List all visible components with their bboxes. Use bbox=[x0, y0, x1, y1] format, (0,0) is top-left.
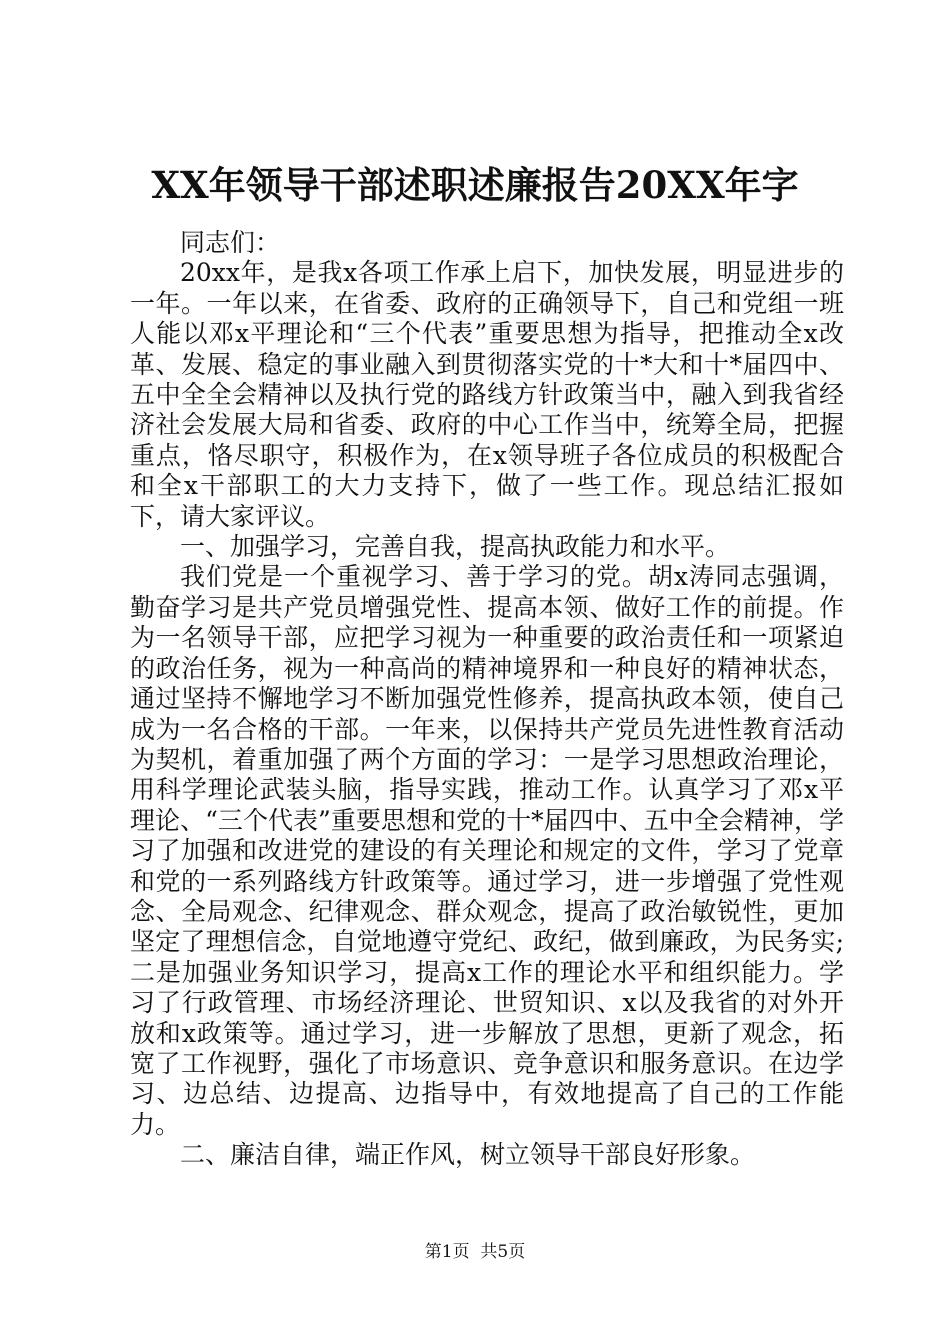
section-heading-2: 二、廉洁自律，端正作风，树立领导干部良好形象。 bbox=[180, 1140, 756, 1170]
paragraph-study: 我们党是一个重视学习、善于学习的党。胡x涛同志强调，勤奋学习是共产党员增强党性、提高本领、做好工作的前提。作为一名领导干部，应把学习视为一种重要的政治责任和一项紧迫的政治任务，视为一种高尚的精神境界和一种良好的精神状态，通过坚持不懈地学习不断加强党性修养，提高执政本领，使自己成为一名合格的干部。一年来，以保持共产党员先进性教育活动为契机，着重加强了两个方面的学习：一是学习思想政治理论，用科学理论武装头脑，指导实践，推动工作。认真学习了邓x平理论、“三个代表”重要思想和党的十*届四中、五中全会精神，学习了加强和改进党的建设的有关理论和规定的文件，学习了党章和党的一系列路线方针政策等。通过学习，进一步增强了党性观念、全局观念、纪律观念、群众观念，提高了政治敏锐性，更加坚定了理想信念，自觉地遵守党纪、政纪，做到廉政，为民务实;二是加强业务知识学习，提高x工作的理论水平和组织能力。学习了行政管理、市场经济理论、世贸知识、x以及我省的对外开放和x政策等。通过学习，进一步解放了思想，更新了观念，拓宽了工作视野，强化了市场意识、竞争意识和服务意识。在边学习、边总结、边提高、边指导中，有效地提高了自己的工作能力。 bbox=[130, 562, 844, 1139]
document-body bbox=[130, 228, 844, 1171]
salutation: 同志们： bbox=[180, 228, 281, 257]
section-heading-1: 一、加强学习，完善自我，提高执政能力和水平。 bbox=[180, 532, 731, 562]
paragraph-intro: 20xx年，是我x各项工作承上启下，加快发展，明显进步的一年。一年以来，在省委、政府的正确领导下，自己和党组一班人能以邓x平理论和“三个代表”重要思想为指导，把推动全x改革、发展、稳定的事业融入到贯彻落实党的十*大和十*届四中、五中全全会精神以及执行党的路线方针政策当中，融入到我省经济社会发展大局和省委、政府的中心工作当中，统筹全局，把握重点，恪尽职守，积极作为，在x领导班子各位成员的积极配合和全x干部职工的大力支持下，做了一些工作。现总结汇报如下，请大家评议。 bbox=[130, 258, 844, 531]
page-footer: 第1页 共5页 bbox=[424, 1242, 526, 1262]
document-title: XX年领导干部述职述廉报告20XX年字 bbox=[151, 163, 799, 207]
